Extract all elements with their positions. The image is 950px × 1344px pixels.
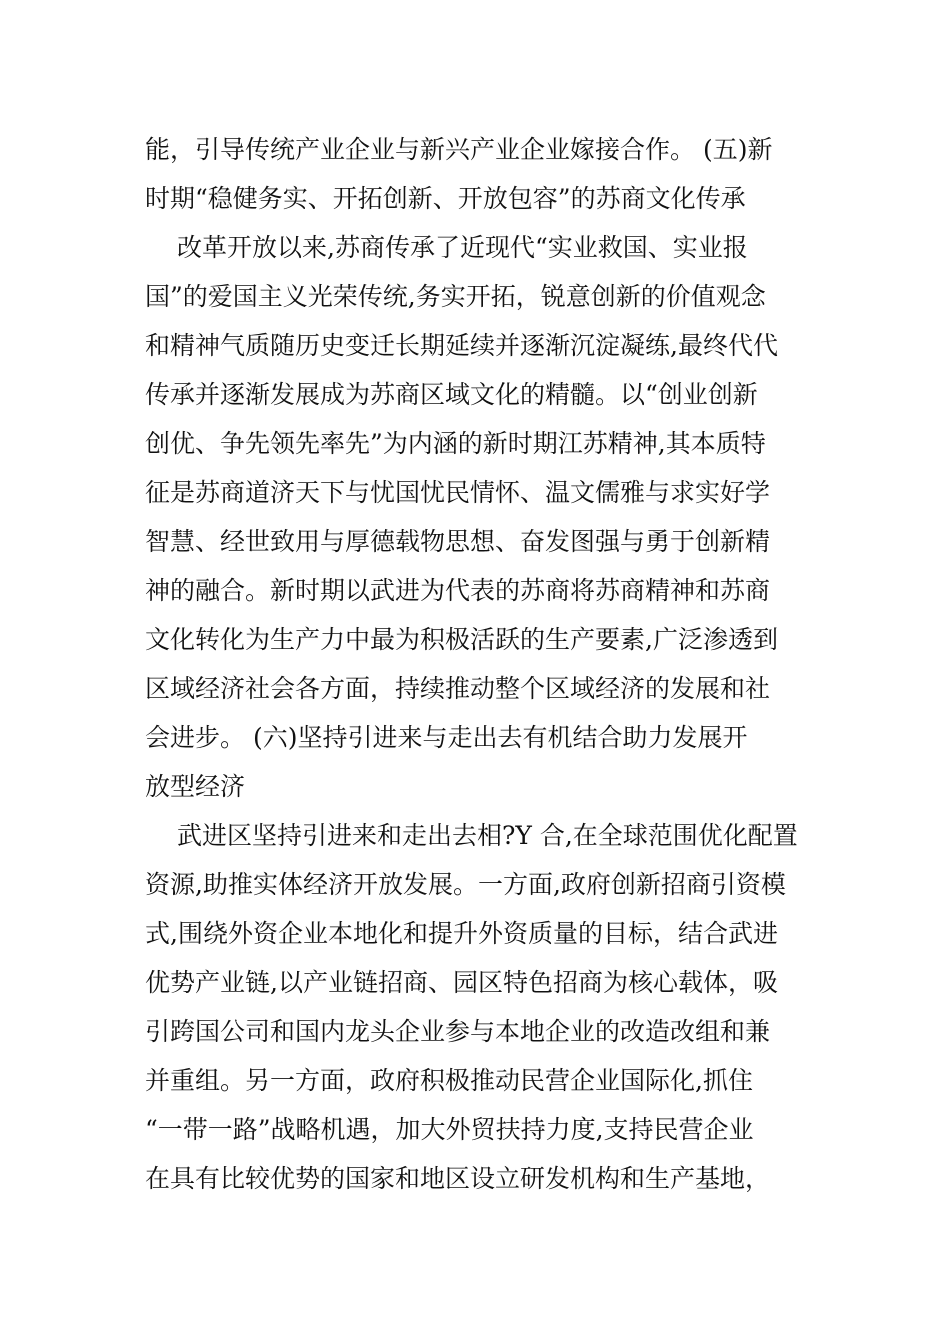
- text-line: 传承并逐渐发展成为苏商区域文化的精髓。以“创业创新: [145, 380, 758, 409]
- text-line: 神的融合。新时期以武进为代表的苏商将苏商精神和苏商: [145, 576, 771, 605]
- text-line: 并重组。另一方面，政府积极推动民营企业国际化,抓住: [145, 1066, 753, 1095]
- text-line: 会进步。 (六)坚持引进来与走出去有机结合助力发展开: [145, 723, 748, 752]
- text-line: 优势产业链,以产业链招商、园区特色招商为核心载体，吸: [145, 968, 778, 997]
- text-line: 资源,助推实体经济开放发展。一方面,政府创新招商引资模: [145, 870, 786, 899]
- text-line: 智慧、经世致用与厚德载物思想、奋发图强与勇于创新精: [145, 527, 771, 556]
- text-line: 和精神气质随历史变迁长期延续并逐渐沉淀凝练,最终代代: [145, 331, 778, 360]
- text-line: 征是苏商道济天下与忧国忧民情怀、温文儒雅与求实好学: [145, 478, 771, 507]
- text-line: 时期“稳健务实、开拓创新、开放包容”的苏商文化传承: [145, 184, 746, 213]
- document-body: [145, 125, 810, 1203]
- text-line: 国”的爱国主义光荣传统,务实开拓，锐意创新的价值观念: [145, 282, 766, 311]
- text-line: 武进区坚持引进来和走出去相?Y 合,在全球范围优化配置: [177, 821, 798, 850]
- text-line: 改革开放以来,苏商传承了近现代“实业救国、实业报: [177, 233, 748, 262]
- text-line: 能，引导传统产业企业与新兴产业企业嫁接合作。 (五)新: [145, 135, 773, 164]
- text-line: “一带一路”战略机遇，加大外贸扶持力度,支持民营企业: [145, 1115, 754, 1144]
- text-line: 创优、争先领先率先”为内涵的新时期江苏精神,其本质特: [145, 429, 766, 458]
- text-line: 在具有比较优势的国家和地区设立研发机构和生产基地，: [145, 1164, 771, 1193]
- text-line: 放型经济: [145, 772, 246, 801]
- text-line: 文化转化为生产力中最为积极活跃的生产要素,广泛渗透到: [145, 625, 778, 654]
- text-line: 引跨国公司和国内龙头企业参与本地企业的改造改组和兼: [145, 1017, 771, 1046]
- text-line: 区域经济社会各方面，持续推动整个区域经济的发展和社: [145, 674, 771, 703]
- text-line: 式,围绕外资企业本地化和提升外资质量的目标，结合武进: [145, 919, 778, 948]
